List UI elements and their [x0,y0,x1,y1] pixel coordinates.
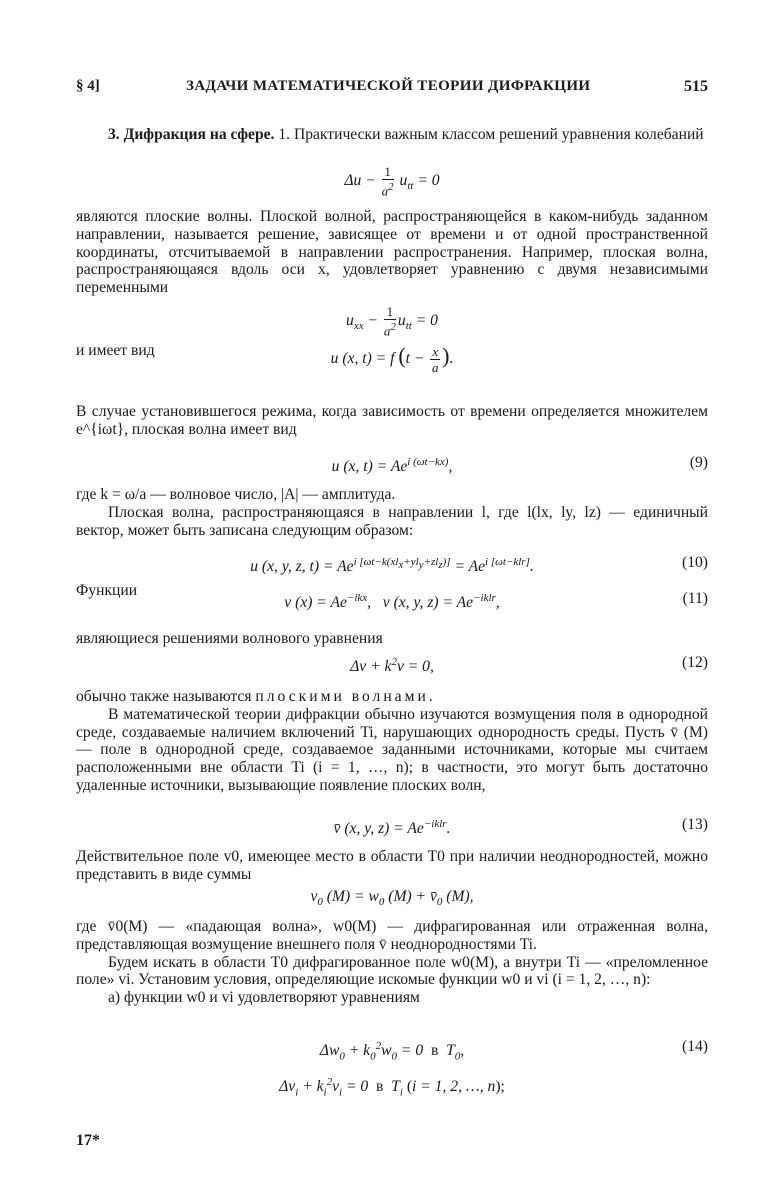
equation-number-12: (12) [682,654,708,671]
equation-12: $\Delta v + k^2v = 0$, (12) [350,654,708,676]
equation-number-11: (11) [682,590,708,607]
paragraph-plane-waves: являются плоские волны. Плоской волной, распространяющейся в каком-нибудь заданном направлении, называется решение, зависящее от времени и от одной пространственной координаты, отсчитываемой в направлении распространения. Например, плоская волна, распространяющаяся вдоль оси x, удовлетворяет уравнению с двумя независимыми переменными [76,208,708,297]
paragraph-actual-field: Действительное поле v0, имеющее место в области T0 при наличии неоднородностей, можно представить в виде суммы [76,848,708,883]
paragraph-solutions: являющиеся решениями волнового уравнения [76,630,383,647]
equation-14b: $\Delta v_i + k_i^2v_i = 0$ в $T_i$ (i = 1, 2, …, n); [279,1076,505,1099]
signature-mark: 17* [76,1132,100,1149]
running-header [76,78,708,100]
paragraph-wavenumber: где k = ω/a — волновое число, |A| — амплитуда. Плоская волна, распространяющаяся в направлении l, где l(lx, ly, lz) — единичный вектор, может быть записана следующим образом: [76,486,708,539]
paragraph-has-form: и имеет вид [76,342,155,359]
paragraph-incident-wave: где v̄0(M) — «падающая волна», w0(M) — дифрагированная или отраженная волна, представляющая возмущение внешнего поля v̄ неоднородностями Ti. Будем искать в области T0 дифрагированное поле w0(M), а внутри Ti — «преломленное поле» vi. Установим условия, определяющие искомые функции w0 и vi (i = 1, 2, …, n): а) функции w0 и vi удовлетворяют уравнениям [76,918,708,1007]
equation-14: $\Delta w_0 + k_0^2w_0 = 0$ в $T_0$, (14) [319,1038,708,1063]
paragraph-steady-state: В случае установившегося режима, когда зависимость от времени определяется множителем e^{iωt}, плоская волна имеет вид [76,403,708,438]
equation-number-13: (13) [682,816,708,833]
equation-number-10: (10) [682,554,708,571]
equation-dalembert: u (x, t) = f (t − $\frac{x}{a}$ ). [330,343,454,375]
equation-13: v̄ (x, y, $z) = Ae^{-iklr}$. (13) [333,816,708,838]
equation-number-9: (9) [689,454,708,471]
document-page [76,60,708,1180]
section-marker: § 4] [76,78,100,94]
equation-9: u (x, $t) = Ae^{i (\omega t-kx)}$, (9) [331,454,708,476]
intro-text: 1. Практически важным классом решений уравнения колебаний [278,126,704,143]
equation-1d-wave: $u_{xx}$ − $\frac{1}{a^2}$ $u_{tt} = 0$ [346,304,438,339]
equation-wave: Δu − $\frac{1}{a^2}$ $u_{tt} = 0$ [344,164,440,199]
equation-number-14: (14) [682,1038,708,1055]
equation-sum: $v_0$ $(M) = w_0$ $(M) + v̄_0$ (M), [310,888,474,909]
paragraph-functions: Функции [76,582,138,599]
equation-10: u (x, y, z, $t) = Ae^{i [\omega t-k(xl_x+yl_y+zl_z)]} = Ae^{i [\omega t-klr]}$. (10) [250,554,708,576]
intro-paragraph [76,126,708,144]
page-number: 515 [684,78,708,95]
chapter-title: ЗАДАЧИ МАТЕМАТИЧЕСКОЙ ТЕОРИИ ДИФРАКЦИИ [186,78,591,94]
equation-11: v $(x) = Ae^{-ikx}$, v (x, y, $z) = Ae^{-iklr}$, (11) [284,590,708,612]
paragraph-diffraction-theory: обычно также называются плоскими волнами. В математической теории дифракции обычно изучаются возмущения поля в однородной среде, создаваемые наличием включений Ti, нарушающих однородность среды. Пусть v̄ (M) — поле в однородной среде, создаваемое заданными источниками, которые мы считаем расположенными вне области Ti (i = 1, …, n); в частности, это могут быть достаточно удаленные источники, вызывающие появление плоских волн, [76,688,708,794]
subsection-title: 3. Дифракция на сфере. [108,126,275,143]
spaced-term: плоскими волнами. [255,688,436,705]
